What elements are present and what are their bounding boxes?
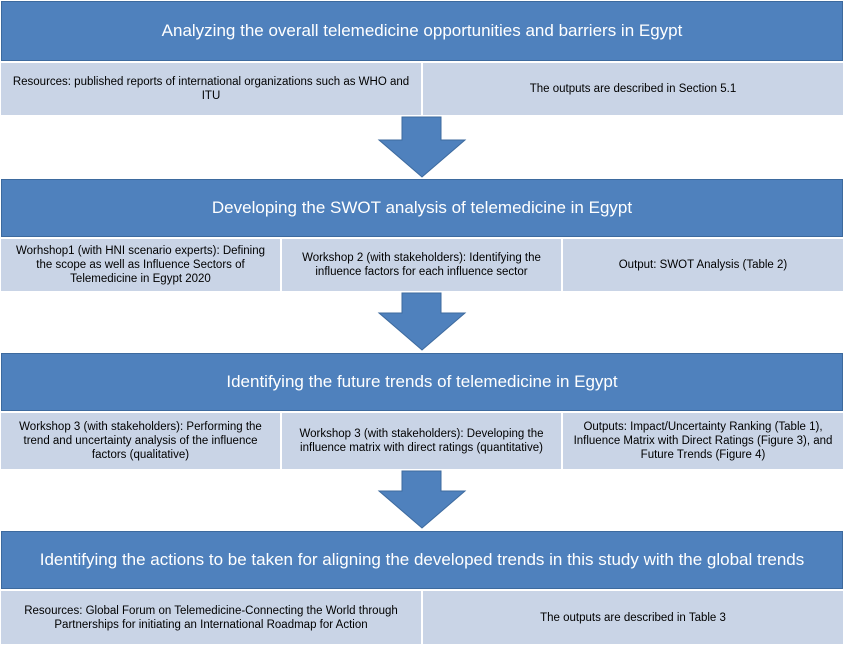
stage-4-title: Identifying the actions to be taken for aligning the developed trends in this study with the global trends [39,550,805,569]
stage-1-outputs-cell: The outputs are described in Section 5.1 [423,63,843,115]
stage-1-header [1,1,843,61]
stage-2-row [1,239,843,291]
stage-1-title: Analyzing the overall telemedicine opportunities and barriers in Egypt [161,21,683,40]
stage-4-header [1,531,843,589]
stage-2-title: Developing the SWOT analysis of telemedicine in Egypt [211,198,633,217]
stage-2-workshop1-cell: Worhshop1 (with HNI scenario experts): Defining the scope as well as Influence Sectors of Telemedicine in Egypt 2020 [1,239,280,291]
stage-1-row [1,63,843,115]
down-arrow-2 [379,293,465,350]
stage-2-output-cell: Output: SWOT Analysis (Table 2) [563,239,843,291]
stage-2-header [1,179,843,237]
stage-3-trend-analysis-cell: Workshop 3 (with stakeholders): Performing the trend and uncertainty analysis of the influence factors (qualitative) [1,413,280,469]
stage-3-outputs-cell: Outputs: Impact/Uncertainty Ranking (Table 1), Influence Matrix with Direct Ratings (Figure 3), and Future Trends (Figure 4) [563,413,843,469]
down-arrow-3 [379,471,465,528]
down-arrow-1 [379,117,465,177]
stage-3-header [1,353,843,411]
stage-3-row [1,413,843,469]
stage-2-workshop2-cell: Workshop 2 (with stakeholders): Identifying the influence factors for each influence sector [282,239,561,291]
stage-4-resources-cell: Resources: Global Forum on Telemedicine-Connecting the World through Partnerships for initiating an International Roadmap for Action [1,591,421,644]
stage-1-resources-cell: Resources: published reports of international organizations such as WHO and ITU [1,63,421,115]
stage-4-outputs-cell: The outputs are described in Table 3 [423,591,843,644]
stage-3-title: Identifying the future trends of telemedicine in Egypt [226,372,618,391]
stage-3-influence-matrix-cell: Workshop 3 (with stakeholders): Developing the influence matrix with direct ratings (quantitative) [282,413,561,469]
stage-4-row [1,591,843,644]
